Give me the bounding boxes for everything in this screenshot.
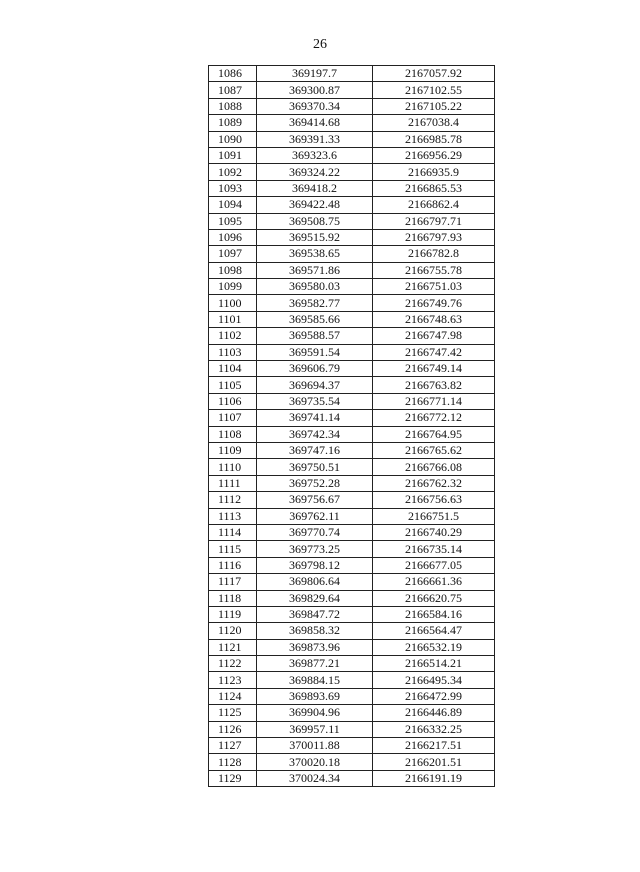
point-number-cell: 1105 <box>209 377 257 393</box>
x-coordinate-cell: 369735.54 <box>257 393 373 409</box>
point-number-cell: 1098 <box>209 262 257 278</box>
x-coordinate-cell: 369742.34 <box>257 426 373 442</box>
x-coordinate-cell: 370011.88 <box>257 738 373 754</box>
x-coordinate-cell: 369829.64 <box>257 590 373 606</box>
y-coordinate-cell: 2166748.63 <box>373 311 495 327</box>
y-coordinate-cell: 2166865.53 <box>373 180 495 196</box>
point-number-cell: 1117 <box>209 574 257 590</box>
table-row <box>209 508 495 524</box>
point-number-cell: 1093 <box>209 180 257 196</box>
y-coordinate-cell: 2167105.22 <box>373 98 495 114</box>
y-coordinate-cell: 2166797.93 <box>373 229 495 245</box>
x-coordinate-cell: 369538.65 <box>257 246 373 262</box>
table-row <box>209 672 495 688</box>
x-coordinate-cell: 369747.16 <box>257 442 373 458</box>
table-row <box>209 246 495 262</box>
table-row <box>209 279 495 295</box>
y-coordinate-cell: 2166985.78 <box>373 131 495 147</box>
point-number-cell: 1123 <box>209 672 257 688</box>
x-coordinate-cell: 370020.18 <box>257 754 373 770</box>
table-row <box>209 262 495 278</box>
point-number-cell: 1125 <box>209 705 257 721</box>
y-coordinate-cell: 2166756.63 <box>373 492 495 508</box>
point-number-cell: 1089 <box>209 115 257 131</box>
point-number-cell: 1103 <box>209 344 257 360</box>
x-coordinate-cell: 369591.54 <box>257 344 373 360</box>
point-number-cell: 1119 <box>209 606 257 622</box>
table-row <box>209 541 495 557</box>
table-row <box>209 361 495 377</box>
x-coordinate-cell: 369606.79 <box>257 361 373 377</box>
table-row <box>209 66 495 82</box>
point-number-cell: 1121 <box>209 639 257 655</box>
y-coordinate-cell: 2166217.51 <box>373 738 495 754</box>
y-coordinate-cell: 2166764.95 <box>373 426 495 442</box>
point-number-cell: 1111 <box>209 475 257 491</box>
table-row <box>209 557 495 573</box>
y-coordinate-cell: 2166747.42 <box>373 344 495 360</box>
table-row <box>209 213 495 229</box>
point-number-cell: 1124 <box>209 688 257 704</box>
point-number-cell: 1107 <box>209 410 257 426</box>
x-coordinate-cell: 369324.22 <box>257 164 373 180</box>
y-coordinate-cell: 2166771.14 <box>373 393 495 409</box>
table-row <box>209 164 495 180</box>
table-row <box>209 442 495 458</box>
x-coordinate-cell: 369422.48 <box>257 197 373 213</box>
table-row <box>209 475 495 491</box>
table-row <box>209 295 495 311</box>
y-coordinate-cell: 2166514.21 <box>373 656 495 672</box>
point-number-cell: 1087 <box>209 82 257 98</box>
table-row <box>209 229 495 245</box>
point-number-cell: 1086 <box>209 66 257 82</box>
y-coordinate-cell: 2166782.8 <box>373 246 495 262</box>
table-row <box>209 590 495 606</box>
table-row <box>209 524 495 540</box>
table-row <box>209 721 495 737</box>
y-coordinate-cell: 2166332.25 <box>373 721 495 737</box>
table-row <box>209 98 495 114</box>
y-coordinate-cell: 2166749.14 <box>373 361 495 377</box>
point-number-cell: 1110 <box>209 459 257 475</box>
table-row <box>209 180 495 196</box>
table-row <box>209 606 495 622</box>
y-coordinate-cell: 2166191.19 <box>373 770 495 786</box>
point-number-cell: 1100 <box>209 295 257 311</box>
x-coordinate-cell: 369694.37 <box>257 377 373 393</box>
point-number-cell: 1096 <box>209 229 257 245</box>
y-coordinate-cell: 2166495.34 <box>373 672 495 688</box>
point-number-cell: 1129 <box>209 770 257 786</box>
x-coordinate-cell: 369806.64 <box>257 574 373 590</box>
table-row <box>209 738 495 754</box>
y-coordinate-cell: 2166735.14 <box>373 541 495 557</box>
x-coordinate-cell: 369391.33 <box>257 131 373 147</box>
y-coordinate-cell: 2166862.4 <box>373 197 495 213</box>
table-row <box>209 656 495 672</box>
table-row <box>209 115 495 131</box>
table-row <box>209 393 495 409</box>
y-coordinate-cell: 2166762.32 <box>373 475 495 491</box>
table-row <box>209 311 495 327</box>
point-number-cell: 1090 <box>209 131 257 147</box>
page-number: 26 <box>313 37 327 52</box>
y-coordinate-cell: 2166755.78 <box>373 262 495 278</box>
point-number-cell: 1091 <box>209 147 257 163</box>
x-coordinate-cell: 369957.11 <box>257 721 373 737</box>
x-coordinate-cell: 369884.15 <box>257 672 373 688</box>
y-coordinate-cell: 2166472.99 <box>373 688 495 704</box>
point-number-cell: 1120 <box>209 623 257 639</box>
y-coordinate-cell: 2166765.62 <box>373 442 495 458</box>
table-row <box>209 82 495 98</box>
y-coordinate-cell: 2166446.89 <box>373 705 495 721</box>
x-coordinate-cell: 369585.66 <box>257 311 373 327</box>
y-coordinate-cell: 2166201.51 <box>373 754 495 770</box>
y-coordinate-cell: 2166751.03 <box>373 279 495 295</box>
x-coordinate-cell: 369414.68 <box>257 115 373 131</box>
y-coordinate-cell: 2166749.76 <box>373 295 495 311</box>
table-row <box>209 688 495 704</box>
y-coordinate-cell: 2166935.9 <box>373 164 495 180</box>
table-row <box>209 426 495 442</box>
x-coordinate-cell: 369798.12 <box>257 557 373 573</box>
y-coordinate-cell: 2166620.75 <box>373 590 495 606</box>
point-number-cell: 1113 <box>209 508 257 524</box>
point-number-cell: 1092 <box>209 164 257 180</box>
x-coordinate-cell: 369323.6 <box>257 147 373 163</box>
point-number-cell: 1115 <box>209 541 257 557</box>
point-number-cell: 1104 <box>209 361 257 377</box>
x-coordinate-cell: 369773.25 <box>257 541 373 557</box>
point-number-cell: 1116 <box>209 557 257 573</box>
x-coordinate-cell: 369418.2 <box>257 180 373 196</box>
point-number-cell: 1099 <box>209 279 257 295</box>
x-coordinate-cell: 369508.75 <box>257 213 373 229</box>
x-coordinate-cell: 369858.32 <box>257 623 373 639</box>
x-coordinate-cell: 369877.21 <box>257 656 373 672</box>
y-coordinate-cell: 2166797.71 <box>373 213 495 229</box>
table-row <box>209 574 495 590</box>
point-number-cell: 1114 <box>209 524 257 540</box>
x-coordinate-cell: 369300.87 <box>257 82 373 98</box>
y-coordinate-cell: 2166677.05 <box>373 557 495 573</box>
y-coordinate-cell: 2166747.98 <box>373 328 495 344</box>
coordinates-table <box>208 65 495 787</box>
table-row <box>209 770 495 786</box>
point-number-cell: 1095 <box>209 213 257 229</box>
x-coordinate-cell: 369893.69 <box>257 688 373 704</box>
table-row <box>209 754 495 770</box>
y-coordinate-cell: 2166763.82 <box>373 377 495 393</box>
y-coordinate-cell: 2167102.55 <box>373 82 495 98</box>
x-coordinate-cell: 370024.34 <box>257 770 373 786</box>
table-row <box>209 147 495 163</box>
point-number-cell: 1094 <box>209 197 257 213</box>
x-coordinate-cell: 369515.92 <box>257 229 373 245</box>
table-row <box>209 459 495 475</box>
table-row <box>209 328 495 344</box>
point-number-cell: 1108 <box>209 426 257 442</box>
point-number-cell: 1122 <box>209 656 257 672</box>
table-row <box>209 197 495 213</box>
x-coordinate-cell: 369770.74 <box>257 524 373 540</box>
x-coordinate-cell: 369752.28 <box>257 475 373 491</box>
x-coordinate-cell: 369762.11 <box>257 508 373 524</box>
y-coordinate-cell: 2166772.12 <box>373 410 495 426</box>
point-number-cell: 1101 <box>209 311 257 327</box>
y-coordinate-cell: 2166751.5 <box>373 508 495 524</box>
point-number-cell: 1106 <box>209 393 257 409</box>
x-coordinate-cell: 369582.77 <box>257 295 373 311</box>
y-coordinate-cell: 2167038.4 <box>373 115 495 131</box>
x-coordinate-cell: 369580.03 <box>257 279 373 295</box>
table-row <box>209 623 495 639</box>
x-coordinate-cell: 369756.67 <box>257 492 373 508</box>
x-coordinate-cell: 369571.86 <box>257 262 373 278</box>
coordinates-table-body <box>209 66 495 787</box>
x-coordinate-cell: 369750.51 <box>257 459 373 475</box>
y-coordinate-cell: 2166766.08 <box>373 459 495 475</box>
y-coordinate-cell: 2166956.29 <box>373 147 495 163</box>
y-coordinate-cell: 2167057.92 <box>373 66 495 82</box>
y-coordinate-cell: 2166564.47 <box>373 623 495 639</box>
table-row <box>209 344 495 360</box>
point-number-cell: 1112 <box>209 492 257 508</box>
y-coordinate-cell: 2166661.36 <box>373 574 495 590</box>
point-number-cell: 1118 <box>209 590 257 606</box>
point-number-cell: 1102 <box>209 328 257 344</box>
x-coordinate-cell: 369847.72 <box>257 606 373 622</box>
y-coordinate-cell: 2166740.29 <box>373 524 495 540</box>
table-row <box>209 639 495 655</box>
x-coordinate-cell: 369904.96 <box>257 705 373 721</box>
y-coordinate-cell: 2166584.16 <box>373 606 495 622</box>
x-coordinate-cell: 369873.96 <box>257 639 373 655</box>
point-number-cell: 1128 <box>209 754 257 770</box>
table-row <box>209 410 495 426</box>
x-coordinate-cell: 369741.14 <box>257 410 373 426</box>
table-row <box>209 131 495 147</box>
point-number-cell: 1126 <box>209 721 257 737</box>
table-row <box>209 705 495 721</box>
x-coordinate-cell: 369370.34 <box>257 98 373 114</box>
table-row <box>209 492 495 508</box>
point-number-cell: 1109 <box>209 442 257 458</box>
point-number-cell: 1088 <box>209 98 257 114</box>
x-coordinate-cell: 369197.7 <box>257 66 373 82</box>
table-row <box>209 377 495 393</box>
y-coordinate-cell: 2166532.19 <box>373 639 495 655</box>
point-number-cell: 1127 <box>209 738 257 754</box>
point-number-cell: 1097 <box>209 246 257 262</box>
x-coordinate-cell: 369588.57 <box>257 328 373 344</box>
